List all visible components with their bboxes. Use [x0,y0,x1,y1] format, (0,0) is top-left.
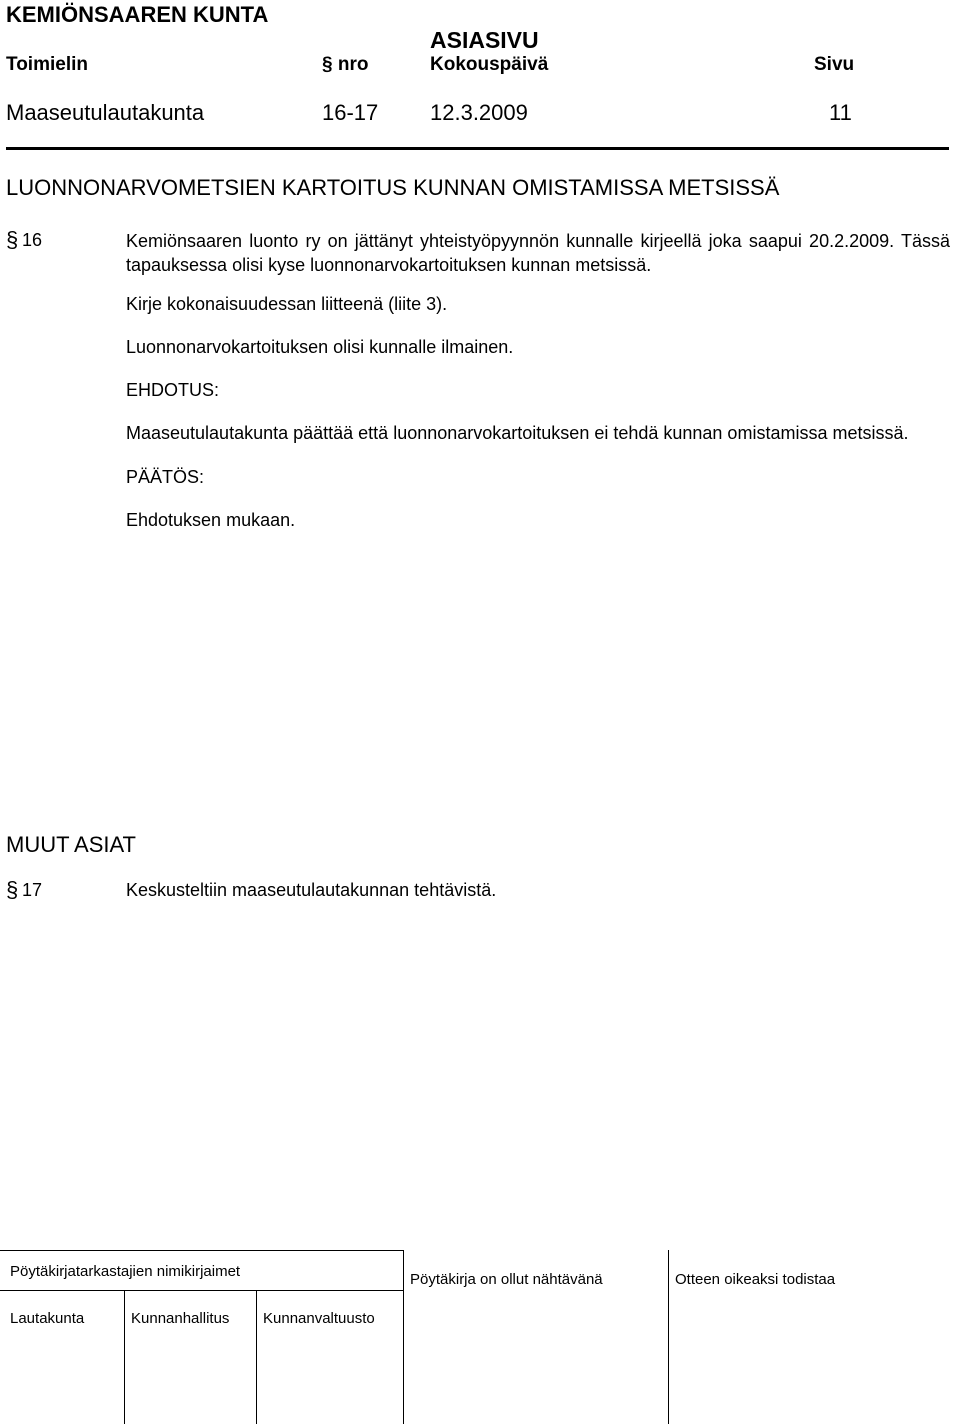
item-text: Keskusteltiin maaseutulautakunnan tehtävistä. [126,880,497,900]
label-body: Toimielin [6,54,88,75]
value-body: Maaseutulautakunta [6,100,205,125]
label-date: Kokouspäivä [430,54,549,75]
cost-note: Luonnonarvokartoituksen olisi kunnalle ilmainen. [126,337,514,357]
decision-label: PÄÄTÖS: [126,467,205,487]
footer-displayed-label: Pöytäkirja on ollut nähtävänä [410,1271,603,1288]
section-sign-icon: § [6,877,19,902]
other-matters-title: MUUT ASIAT [6,832,136,857]
decision-text: Ehdotuksen mukaan. [126,510,296,530]
document-type: ASIASIVU [430,27,539,53]
footer-line [256,1290,257,1424]
footer-line [0,1250,403,1251]
footer-line [668,1250,669,1424]
header-rule [6,147,949,150]
footer-board-label: Lautakunta [10,1310,85,1327]
footer-signature-table [0,1250,960,1424]
label-number-text: nro [337,54,369,75]
item-number: 17 [22,880,43,900]
footer-initials-label: Pöytäkirjatarkastajien nimikirjaimet [10,1263,241,1280]
section-title: LUONNONARVOMETSIEN KARTOITUS KUNNAN OMISTAMISSA METSISSÄ [6,175,780,200]
footer-executive-label: Kunnanhallitus [131,1310,230,1327]
item-number: 16 [22,230,43,250]
proposal-text: Maaseutulautakunta päättää että luonnonarvokartoituksen ei tehdä kunnan omistamissa metsissä. [126,423,909,443]
proposal-label: EHDOTUS: [126,380,220,400]
label-page: Sivu [814,54,855,75]
footer-line [403,1250,404,1424]
organization-name: KEMIÖNSAAREN KUNTA [6,2,269,27]
attachment-note: Kirje kokonaisuudessan liitteenä (liite 3). [126,294,448,314]
footer-line [0,1290,403,1291]
footer-certified-label: Otteen oikeaksi todistaa [675,1271,836,1288]
item-text: Kemiönsaaren luonto ry on jättänyt yhteistyöpyynnön kunnalle kirjeellä joka saapui 20.2.2009. Tässä tapauksessa olisi kyse luonnonarvokartoituksen kunnan metsissä. [126,231,950,275]
footer-council-label: Kunnanvaltuusto [263,1310,375,1327]
section-sign-icon: § [6,227,19,252]
section-sign-icon: § [322,54,338,75]
value-number: 16-17 [322,100,379,125]
value-page: 11 [829,100,852,125]
footer-line [124,1290,125,1424]
value-date: 12.3.2009 [430,100,528,125]
label-number [322,54,368,76]
